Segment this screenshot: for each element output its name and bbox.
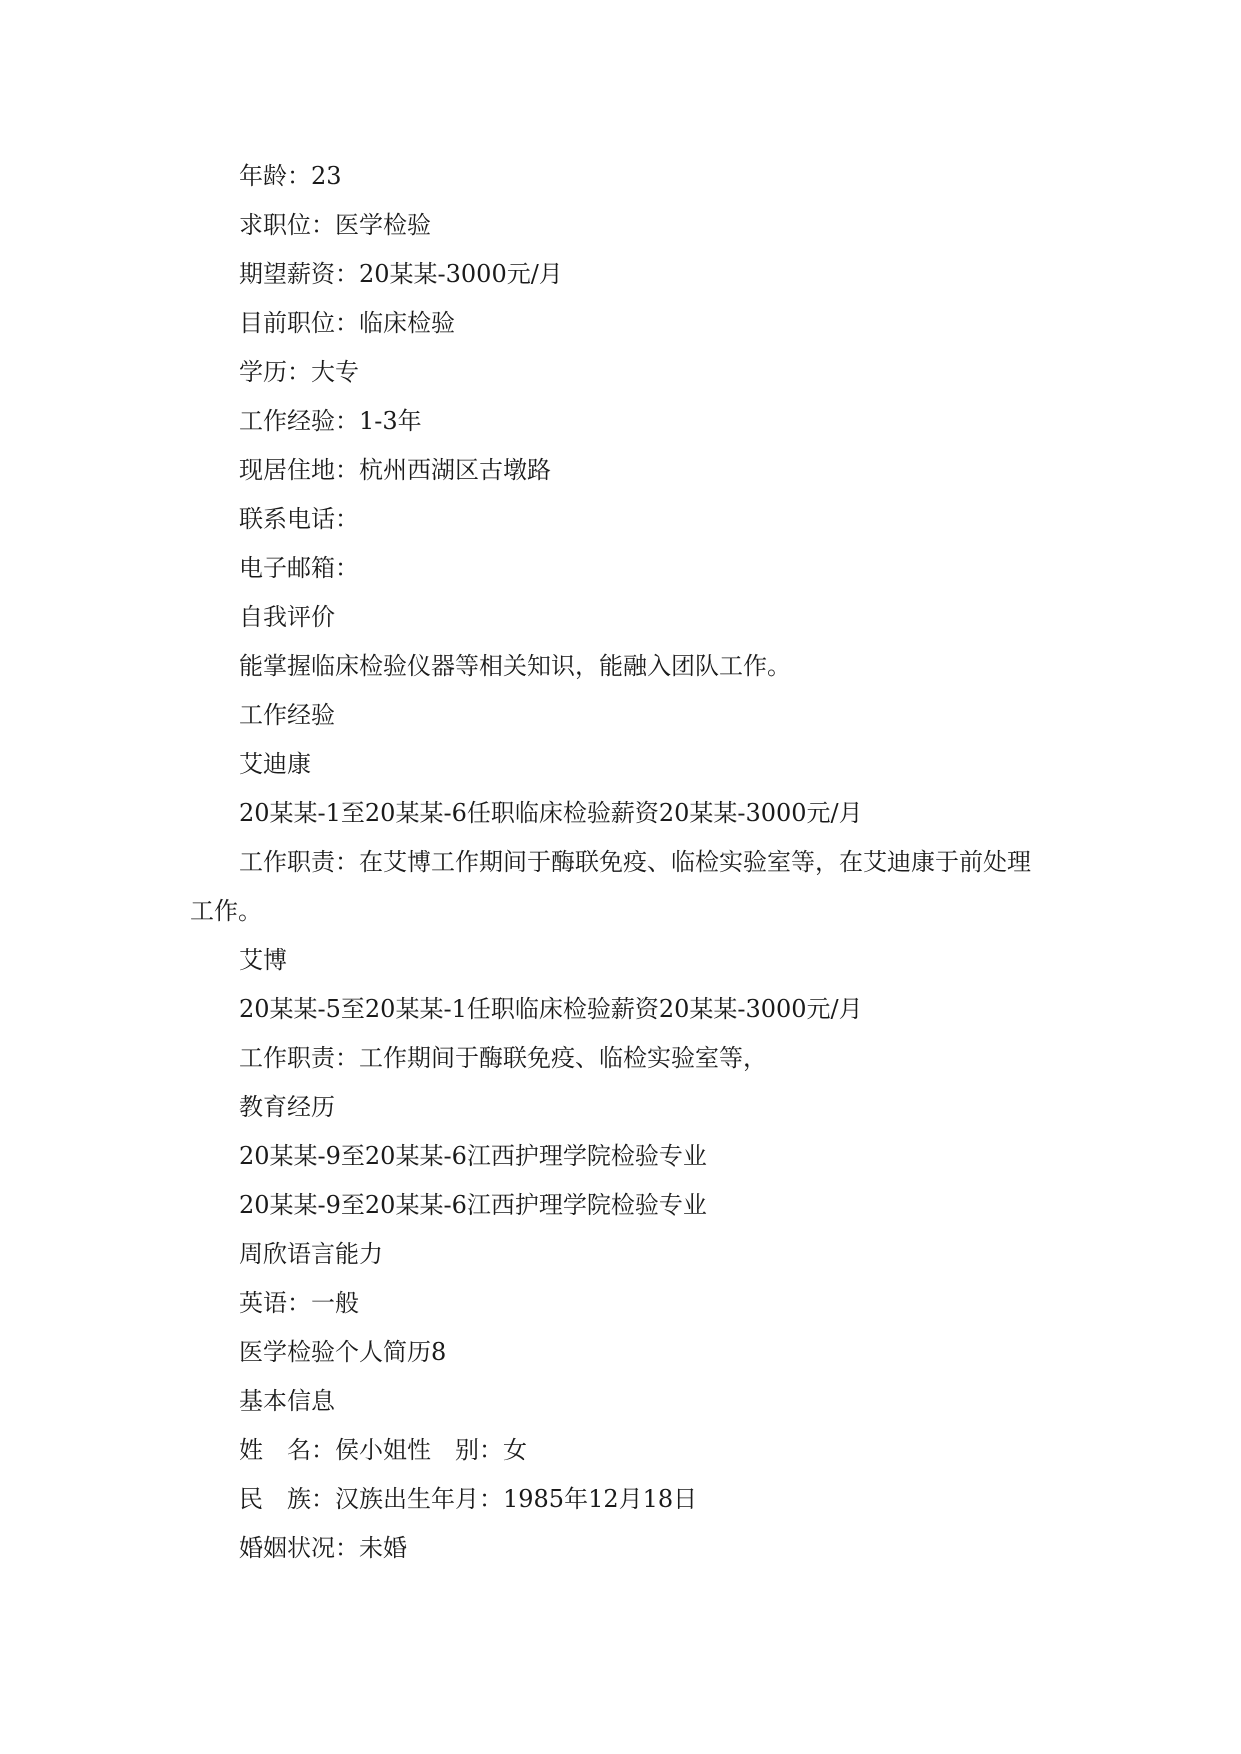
education-level-line: 学历：大专 [239,358,359,386]
self-evaluation-text: 能掌握临床检验仪器等相关知识，能融入团队工作。 [239,652,791,680]
education-heading: 教育经历 [239,1093,335,1121]
company-name-1: 艾迪康 [239,750,311,778]
age-line: 年龄：23 [239,162,342,190]
work-experience-years-line: 工作经验：1-3年 [239,407,422,435]
job-duty-paragraph-1: 工作职责：在艾博工作期间于酶联免疫、临检实验室等，在艾迪康于前处理工作。 [190,848,1031,925]
expected-salary-line: 期望薪资：20某某-3000元/月 [239,260,563,288]
education-entry-2: 20某某-9至20某某-6江西护理学院检验专业 [239,1191,707,1219]
self-evaluation-heading: 自我评价 [239,603,335,631]
resume-title: 医学检验个人简历8 [239,1338,447,1366]
language-heading: 周欣语言能力 [239,1240,383,1268]
job-period-1: 20某某-1至20某某-6任职临床检验薪资20某某-3000元/月 [239,799,863,827]
name-gender-line: 姓 名：侯小姐性 别：女 [239,1436,527,1464]
resume-body [190,152,1050,1573]
email-line: 电子邮箱： [239,554,359,582]
company-name-2: 艾博 [239,946,287,974]
marital-status-line: 婚姻状况：未婚 [239,1534,407,1562]
job-duty-2: 工作职责：工作期间于酶联免疫、临检实验室等， [239,1044,767,1072]
residence-line: 现居住地：杭州西湖区古墩路 [239,456,551,484]
english-level-line: 英语：一般 [239,1289,359,1317]
basic-info-heading: 基本信息 [239,1387,335,1415]
job-period-2: 20某某-5至20某某-1任职临床检验薪资20某某-3000元/月 [239,995,863,1023]
current-position-line: 目前职位：临床检验 [239,309,455,337]
education-entry-1: 20某某-9至20某某-6江西护理学院检验专业 [239,1142,707,1170]
desired-position-line: 求职位：医学检验 [239,211,431,239]
work-experience-heading: 工作经验 [239,701,335,729]
phone-line: 联系电话： [239,505,359,533]
ethnicity-birth-line: 民 族：汉族出生年月：1985年12月18日 [239,1485,698,1513]
